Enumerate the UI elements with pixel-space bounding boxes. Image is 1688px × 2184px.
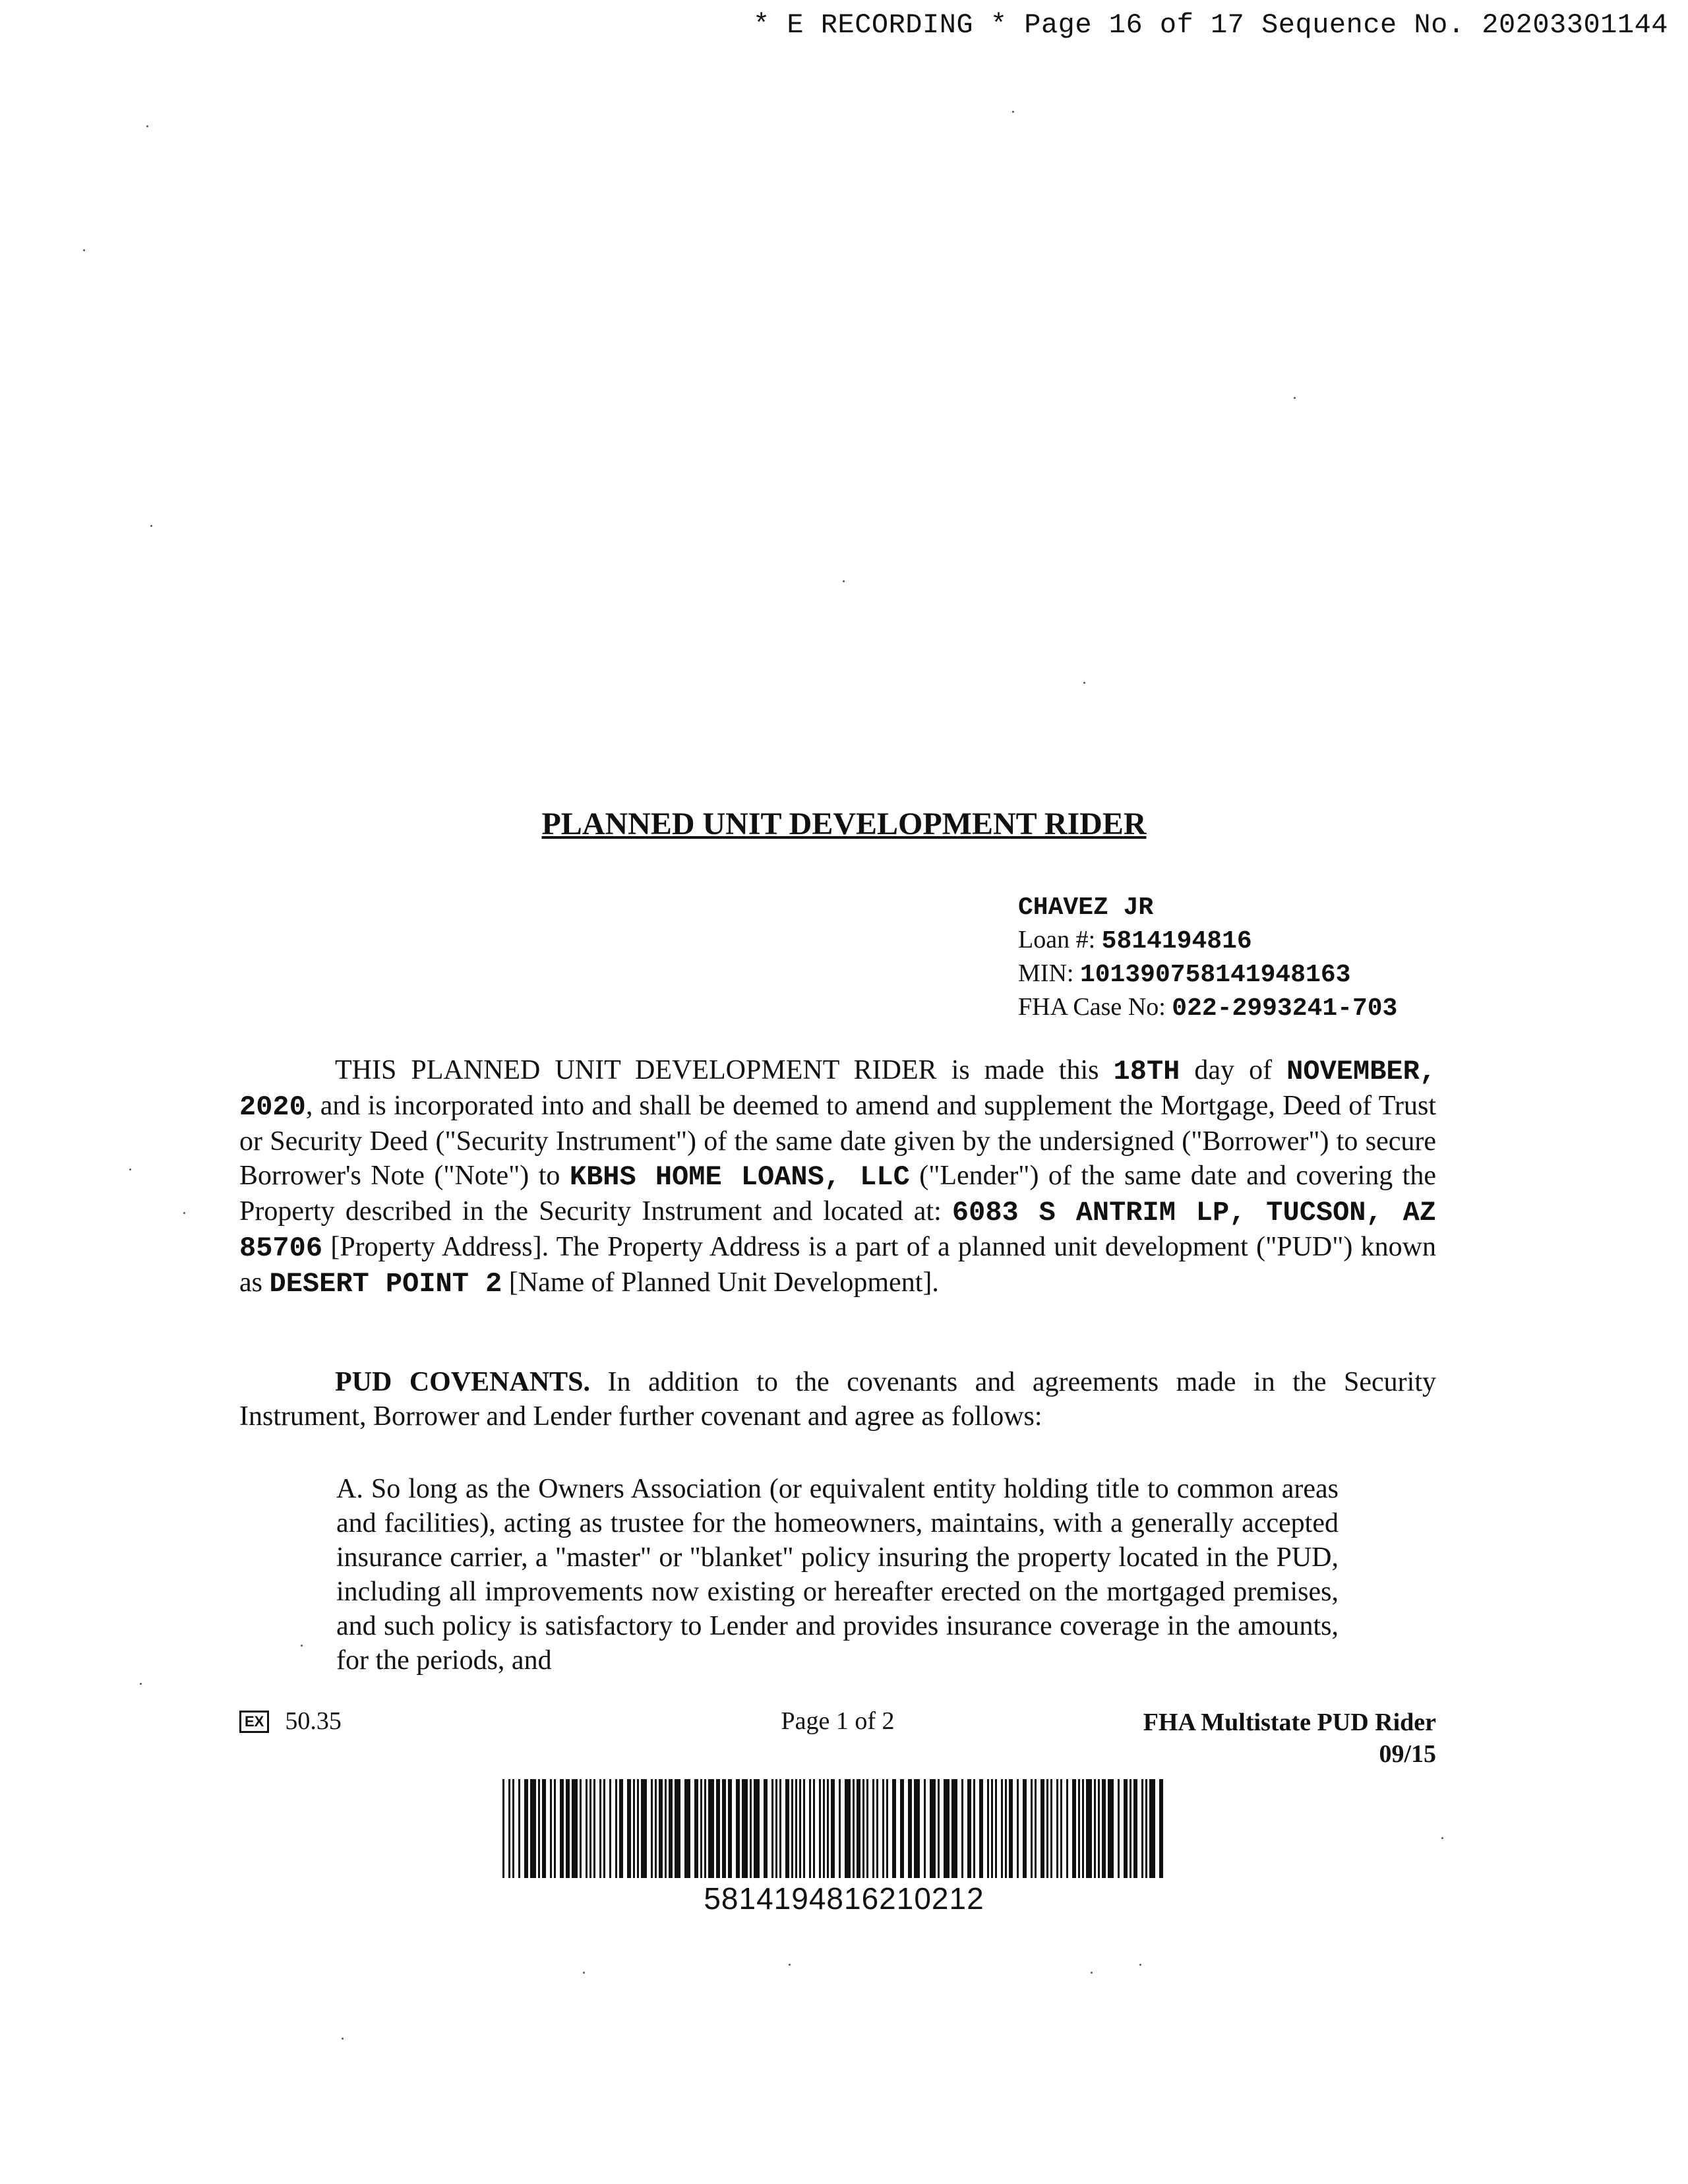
barcode-bar	[1060, 1779, 1062, 1878]
barcode-bar	[1066, 1779, 1068, 1878]
min-label: MIN:	[1018, 959, 1074, 987]
form-name-block	[1143, 1707, 1436, 1770]
loan-number: 5814194816	[1101, 927, 1252, 956]
intro-text-4: ("Lender") of the same date and covering the Property described in the Security Instrument and located at:	[239, 1161, 1436, 1227]
barcode-bar	[1056, 1779, 1058, 1878]
barcode-bar	[704, 1779, 706, 1878]
scan-speck	[1012, 111, 1014, 113]
barcode-bar	[1035, 1779, 1037, 1878]
scan-speck	[129, 1168, 131, 1170]
form-date: 09/15	[1379, 1740, 1436, 1768]
barcode-bar	[862, 1779, 864, 1878]
scan-speck	[83, 249, 85, 251]
barcode-bar	[566, 1779, 570, 1878]
barcode-bar	[1031, 1779, 1033, 1878]
barcode-bar	[900, 1779, 904, 1878]
page-footer	[239, 1707, 1436, 1786]
pud-covenants-heading: PUD COVENANTS.	[335, 1367, 591, 1397]
barcode-bar	[1130, 1779, 1131, 1878]
barcode-bar	[708, 1779, 714, 1878]
barcode-bar	[542, 1779, 546, 1878]
min-row	[1018, 957, 1397, 991]
barcode-bar	[809, 1779, 811, 1878]
barcode-bar	[866, 1779, 868, 1878]
barcode-bar	[853, 1779, 855, 1878]
rider-day: 18TH	[1113, 1056, 1180, 1087]
barcode-bar	[876, 1779, 878, 1878]
barcode-bar	[694, 1779, 698, 1878]
barcode-bar	[1149, 1779, 1155, 1878]
barcode-bar	[785, 1779, 789, 1878]
page-indicator: Page 1 of 2	[781, 1707, 895, 1735]
loan-number-label: Loan #:	[1018, 926, 1096, 954]
barcode-bar	[845, 1779, 851, 1878]
barcode-bar	[795, 1779, 797, 1878]
barcode-bar	[1017, 1779, 1019, 1878]
barcode-bar	[961, 1779, 963, 1878]
rider-month-year: NOVEMBER, 2020	[239, 1056, 1437, 1123]
barcode-bar	[819, 1779, 821, 1878]
barcode-bar	[524, 1779, 528, 1878]
barcode-bar	[979, 1779, 983, 1878]
pud-covenants-paragraph	[239, 1365, 1436, 1434]
barcode-bar	[641, 1779, 647, 1878]
barcode-bar	[627, 1779, 631, 1878]
barcode-bar	[518, 1779, 520, 1878]
scan-speck	[1441, 1837, 1443, 1839]
barcode-bar	[1145, 1779, 1147, 1878]
barcode-bar	[508, 1779, 510, 1878]
barcode-bar	[550, 1779, 552, 1878]
barcode-bar	[580, 1779, 582, 1878]
scan-speck	[140, 1683, 142, 1685]
barcode-bar	[538, 1779, 540, 1878]
scan-speck	[183, 1212, 185, 1214]
barcode-bar	[882, 1779, 884, 1878]
barcode-bar	[659, 1779, 663, 1878]
barcode-bar	[892, 1779, 896, 1878]
barcode-bar	[823, 1779, 825, 1878]
barcode-bar	[554, 1779, 556, 1878]
barcode-bar	[619, 1779, 623, 1878]
barcode-bar	[1046, 1779, 1048, 1878]
barcode-bar	[857, 1779, 860, 1878]
barcode-bar	[967, 1779, 971, 1878]
intro-text-2: day of	[1180, 1055, 1287, 1085]
barcode-bar	[665, 1779, 667, 1878]
ex-logo-icon: EX	[239, 1711, 269, 1733]
barcode-bar	[750, 1779, 752, 1878]
barcode-bar	[651, 1779, 653, 1878]
scan-speck	[1083, 682, 1085, 684]
barcode-bar	[615, 1779, 617, 1878]
scan-speck	[789, 1964, 791, 1966]
barcode-bar	[764, 1779, 768, 1878]
intro-text-6: [Name of Planned Unit Development].	[502, 1267, 939, 1298]
scan-speck	[1294, 397, 1296, 399]
barcode-bar	[1005, 1779, 1007, 1878]
barcode-bar	[1072, 1779, 1076, 1878]
scan-speck	[146, 125, 148, 127]
fha-case-number: 022-2993241-703	[1172, 994, 1398, 1023]
covenant-a-paragraph: A. So long as the Owners Association (or equivalent entity holding title to common areas and facilities), acting as trustee for the homeowners, maintains, with a generally accepted insurance carrier, a "master" or "blanket" policy insuring the property located in the PUD, including all improvements now existing or hereafter erected on the mortgaged premises, and such policy is satisfactory to Lender and provides insurance coverage in the amounts, for the periods, and	[336, 1474, 1339, 1676]
barcode-bar	[637, 1779, 639, 1878]
barcode-bar	[1082, 1779, 1084, 1878]
barcode-bar	[560, 1779, 564, 1878]
barcode-bar	[924, 1779, 926, 1878]
barcode-bar	[589, 1779, 591, 1878]
barcode-bar	[1102, 1779, 1106, 1878]
barcode-bar	[987, 1779, 989, 1878]
barcode-bar	[700, 1779, 702, 1878]
recording-header: * E RECORDING * Page 16 of 17 Sequence No. 20203301144	[752, 9, 1668, 41]
barcode-bar	[593, 1779, 595, 1878]
document-title: PLANNED UNIT DEVELOPMENT RIDER	[541, 806, 1147, 841]
barcode-bar	[803, 1779, 805, 1878]
barcode-bar	[930, 1779, 936, 1878]
barcode-bar	[1141, 1779, 1143, 1878]
barcode-bar	[938, 1779, 940, 1878]
barcode-bar	[728, 1779, 732, 1878]
barcode-bar	[775, 1779, 777, 1878]
barcode-bar	[839, 1779, 841, 1878]
barcode-bar	[872, 1779, 874, 1878]
fha-case-label: FHA Case No:	[1018, 993, 1166, 1021]
barcode-bar	[599, 1779, 601, 1878]
intro-text-5: [Property Address]. The Property Address is a part of a planned unit development ("PUD") known as	[239, 1232, 1436, 1298]
barcode-bar	[716, 1779, 720, 1878]
barcode-bar	[1159, 1779, 1163, 1878]
barcode-bar	[512, 1779, 514, 1878]
barcode-bar	[951, 1779, 957, 1878]
scan-speck	[1091, 1972, 1093, 1974]
barcode-bar	[669, 1779, 673, 1878]
barcode-bar	[675, 1779, 680, 1878]
loan-info-block	[1018, 892, 1397, 1025]
barcode-bar	[1094, 1779, 1096, 1878]
barcode-bar	[1118, 1779, 1120, 1878]
barcode-bar	[1108, 1779, 1114, 1878]
barcode-bar	[1050, 1779, 1052, 1878]
pud-name: DESERT POINT 2	[269, 1268, 502, 1300]
lender-name: KBHS HOME LOANS, LLC	[569, 1161, 910, 1193]
barcode-bar	[791, 1779, 793, 1878]
barcode-bar	[1078, 1779, 1080, 1878]
rider-intro-paragraph	[239, 1053, 1436, 1301]
form-name: FHA Multistate PUD Rider	[1143, 1709, 1436, 1736]
barcode-bar	[736, 1779, 740, 1878]
barcode-bar	[799, 1779, 801, 1878]
scan-speck	[843, 580, 845, 582]
fha-case-row	[1018, 991, 1397, 1025]
barcode-bar	[1133, 1779, 1137, 1878]
property-address: 6083 S ANTRIM LP, TUCSON, AZ 85706	[239, 1197, 1436, 1264]
barcode-bar	[831, 1779, 835, 1878]
loan-number-row	[1018, 924, 1397, 957]
barcode-bar	[886, 1779, 888, 1878]
barcode-bar	[1086, 1779, 1092, 1878]
barcode-bar	[684, 1779, 690, 1878]
borrower-name: CHAVEZ JR	[1018, 894, 1154, 922]
barcode-bar	[914, 1779, 920, 1878]
scan-speck	[301, 1645, 303, 1647]
barcode-bar	[633, 1779, 635, 1878]
barcode-bar	[995, 1779, 997, 1878]
barcode-bar	[779, 1779, 781, 1878]
intro-text-1: THIS PLANNED UNIT DEVELOPMENT RIDER is made this	[335, 1055, 1114, 1085]
scan-speck	[150, 525, 152, 527]
min-number: 101390758141948163	[1079, 961, 1351, 989]
barcode-bar	[973, 1779, 975, 1878]
barcode-bar	[1124, 1779, 1128, 1878]
barcode-bar	[991, 1779, 993, 1878]
barcode-bar	[1009, 1779, 1013, 1878]
barcode-bar	[1023, 1779, 1027, 1878]
scan-speck	[583, 1972, 585, 1974]
barcode-bar	[609, 1779, 611, 1878]
barcode-bar	[586, 1779, 588, 1878]
barcode-bar	[530, 1779, 536, 1878]
scan-speck	[1139, 1964, 1141, 1966]
barcode-bar	[754, 1779, 760, 1878]
barcode-bar	[771, 1779, 773, 1878]
pud-covenants-text: In addition to the covenants and agreements made in the Security Instrument, Borrower and Lender further covenant and agree as follows:	[239, 1367, 1437, 1432]
barcode-bar	[1098, 1779, 1100, 1878]
barcode-bar	[813, 1779, 815, 1878]
barcode-bar	[502, 1779, 504, 1878]
scan-speck	[342, 2038, 344, 2040]
form-code-number: 50.35	[285, 1707, 342, 1735]
barcode-bar	[742, 1779, 748, 1878]
barcode-bar	[944, 1779, 950, 1878]
barcode-bar	[1001, 1779, 1003, 1878]
barcode-bar	[827, 1779, 829, 1878]
barcode-number: 5814194816210212	[704, 1881, 984, 1916]
barcode-bar	[722, 1779, 726, 1878]
intro-text-3: , and is incorporated into and shall be deemed to amend and supplement the Mortgage, Deed of Trust or Security Deed ("Security Instrument") of the same date given by the undersigned ("Borrower") to secure Borrower's Note ("Note") to	[239, 1091, 1436, 1191]
barcode-bar	[655, 1779, 657, 1878]
barcode-icon	[502, 1779, 1171, 1878]
barcode-bar	[908, 1779, 912, 1878]
barcode-bar	[572, 1779, 578, 1878]
barcode-bar	[603, 1779, 605, 1878]
barcode-bar	[1040, 1779, 1044, 1878]
